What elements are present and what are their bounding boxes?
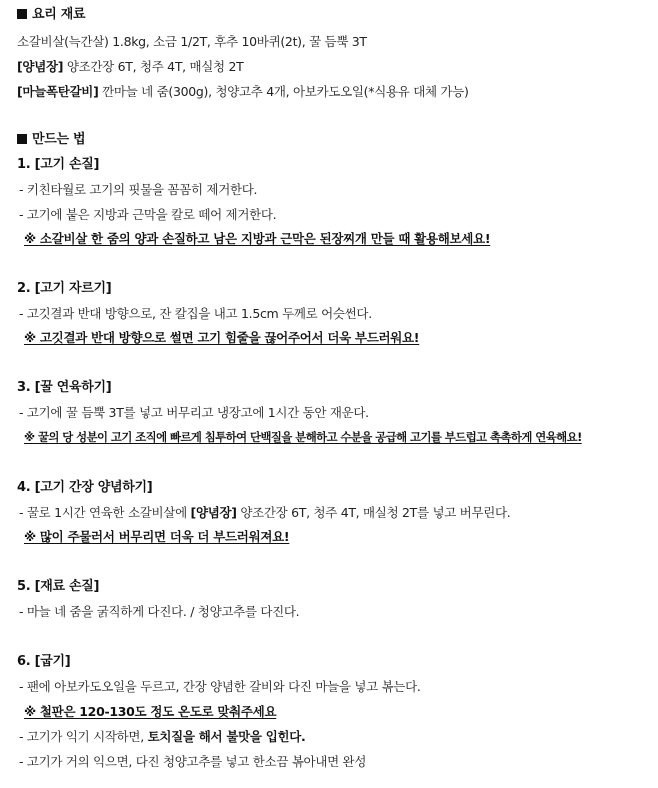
step-3-line-1: - 고기에 꿀 듬뿍 3T를 넣고 버무리고 냉장고에 1시간 동안 재운다. bbox=[19, 405, 369, 420]
step-6-emphasis: 토치질을 해서 불맛을 입힌다. bbox=[147, 729, 306, 744]
step-6-tip: ※ 철판은 120-130도 정도 온도로 맞춰주세요 bbox=[24, 704, 277, 719]
step-4-tip: ※ 많이 주물러서 버무리면 더욱 더 부드러워져요! bbox=[24, 529, 290, 544]
step-2-title: 2. [고기 자르기] bbox=[17, 281, 112, 296]
step-1-line-1: - 키친타월로 고기의 핏물을 꼼꼼히 제거한다. bbox=[19, 182, 258, 197]
step-2-line-1: - 고깃결과 반대 방향으로, 잔 칼집을 내고 1.5cm 두께로 어슷썬다. bbox=[19, 306, 372, 321]
step-6-line-3: - 고기가 거의 익으면, 다진 청양고추를 넣고 한소끔 볶아내면 완성 bbox=[19, 754, 367, 769]
ingredients-line: 소갈비살(늑간살) 1.8kg, 소금 1/2T, 후추 10바퀴(2t), 꿀 듬뿍 3T bbox=[17, 34, 367, 49]
garlic-ingredients-line bbox=[17, 83, 469, 101]
garlic-label: [마늘폭탄갈비] bbox=[17, 84, 99, 99]
step-6-line-2: - 고기가 익기 시작하면, 토치질을 해서 불맛을 입힌다. bbox=[19, 729, 306, 744]
step-5-title: 5. [재료 손질] bbox=[17, 579, 100, 594]
ingredients-heading: 요리 재료 bbox=[17, 6, 85, 24]
step-6-line-1: - 팬에 아보카도오일을 두르고, 간장 양념한 갈비와 다진 마늘을 넣고 볶는다. bbox=[19, 679, 421, 694]
step-4-line-1: - 꿀로 1시간 연육한 소갈비살에 [양념장] 양조간장 6T, 청주 4T, 매실청 2T를 넣고 버무린다. bbox=[19, 505, 511, 520]
step-4-title: 4. [고기 간장 양념하기] bbox=[17, 480, 153, 495]
step-3-tip: ※ 꿀의 당 성분이 고기 조직에 빠르게 침투하여 단백질을 분해하고 수분을 공급해 고기를 부드럽고 촉촉하게 연육해요! bbox=[24, 430, 582, 444]
black-square-icon bbox=[17, 9, 27, 19]
sauce-label: [양념장] bbox=[190, 505, 237, 520]
method-heading: 만드는 법 bbox=[17, 131, 85, 149]
step-1-title: 1. [고기 손질] bbox=[17, 157, 100, 172]
garlic-text: 깐마늘 네 줌(300g), 청양고추 4개, 아보카도오일(*식용유 대체 가능) bbox=[98, 84, 469, 99]
step-2-tip: ※ 고깃결과 반대 방향으로 썰면 고기 힘줄을 끊어주어서 더욱 부드러워요! bbox=[24, 330, 420, 345]
sauce-text: 양조간장 6T, 청주 4T, 매실청 2T bbox=[63, 59, 244, 74]
step-5-line-1: - 마늘 네 줌을 굵직하게 다진다. / 청양고추를 다진다. bbox=[19, 604, 300, 619]
step-1-line-2: - 고기에 붙은 지방과 근막을 칼로 떼어 제거한다. bbox=[19, 207, 277, 222]
sauce-ingredients-line bbox=[17, 58, 243, 76]
step-6-title: 6. [굽기] bbox=[17, 654, 71, 669]
sauce-label: [양념장] bbox=[17, 59, 64, 74]
black-square-icon bbox=[17, 134, 27, 144]
step-3-title: 3. [꿀 연육하기] bbox=[17, 380, 112, 395]
step-1-tip: ※ 소갈비살 한 줌의 양과 손질하고 남은 지방과 근막은 된장찌개 만들 때 활용해보세요! bbox=[24, 231, 491, 246]
